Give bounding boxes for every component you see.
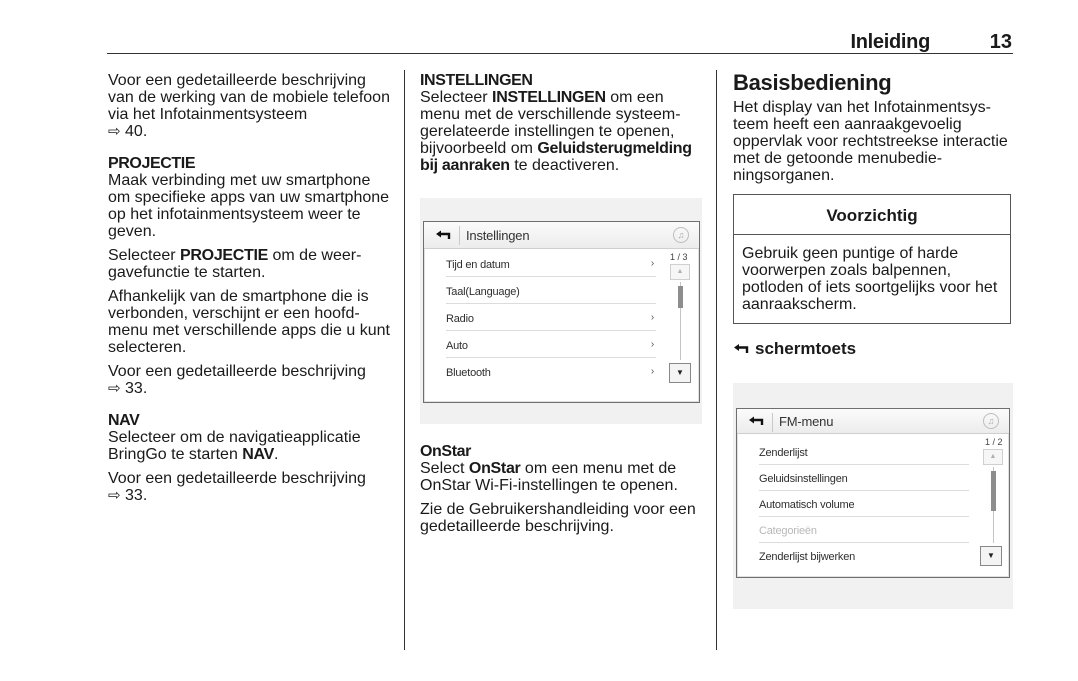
section-heading-basisbediening: Basisbediening (733, 70, 892, 95)
header-separator (772, 413, 773, 432)
paragraph: Afhankelijk van de smartphone die is verbonden, verschijnt er een hoofdmenu met verschillende apps die u kunt selecteren. (108, 288, 390, 356)
page-reference-icon: ⇨ (108, 487, 121, 504)
menu-item[interactable]: Auto › (446, 332, 656, 358)
back-button[interactable] (745, 413, 767, 429)
column-3 (733, 70, 1015, 357)
page-number: 13 (989, 31, 1012, 53)
scroll-up-button[interactable]: ▲ (670, 264, 690, 280)
paragraph: Selecteer PROJECTIE om de weergavefunctie te starten. (108, 247, 362, 281)
menu-item[interactable]: Zenderlijst bijwerken (759, 551, 856, 563)
inline-term: OnStar (468, 460, 521, 477)
paragraph: Maak verbinding met uw smartphone om specifieke apps van uw smartphone op het infotainmentsysteem weer te geven. (108, 172, 390, 240)
screen-header (424, 222, 699, 249)
inline-term: Geluidsterugmelding bij aanraken (420, 140, 692, 174)
scroll-up-button[interactable]: ▲ (983, 449, 1003, 465)
back-arrow-icon (435, 230, 451, 240)
menu-item[interactable]: Geluidsinstellingen (759, 465, 969, 491)
column-2-top (420, 72, 702, 181)
paragraph: Selecteer om de navigatieapplicatie BringGo te starten NAV. (108, 429, 361, 463)
back-button[interactable] (432, 227, 454, 243)
screen-title: Instellingen (466, 228, 530, 243)
music-note-icon[interactable]: ♫ (983, 413, 999, 429)
paragraph: Het display van het Infotainmentsysteem heeft een aanraakgevoelig oppervlak voor rechtstreekse interactie met de getoonde menubedieningsorganen. (733, 99, 1008, 184)
paragraph: Zie de Gebruikershandleiding voor een gedetailleerde beschrijving. (420, 501, 696, 535)
music-note-icon[interactable]: ♫ (673, 227, 689, 243)
page-reference-icon: ⇨ (108, 380, 121, 397)
menu-item[interactable]: Automatisch volume (759, 491, 969, 517)
settings-screen (423, 221, 700, 403)
page-indicator: 1 / 3 (670, 252, 688, 262)
paragraph: Voor een gedetailleerde beschrijving ⇨ 33. (108, 363, 366, 397)
settings-screenshot (420, 198, 702, 424)
inline-term: PROJECTIE (180, 247, 269, 264)
column-2-bottom (420, 443, 702, 542)
fm-menu-screen (736, 408, 1010, 578)
inline-term: NAV (242, 446, 274, 463)
back-arrow-icon (748, 416, 764, 426)
paragraph: Select OnStar om een menu met de OnStar Wi-Fi-instellingen te openen. (420, 460, 678, 494)
column-divider-2 (716, 70, 717, 650)
menu-item[interactable]: Zenderlijst (759, 439, 969, 465)
menu-item[interactable]: Bluetooth › (446, 366, 654, 379)
column-divider-1 (404, 70, 405, 650)
section-heading-projectie: PROJECTIE (108, 155, 196, 172)
section-heading-onstar: OnStar (420, 443, 471, 460)
screen-header (737, 409, 1009, 434)
paragraph: Voor een gedetailleerde beschrijving ⇨ 33. (108, 470, 366, 504)
chevron-right-icon: › (650, 258, 654, 269)
scroll-down-button[interactable]: ▼ (669, 363, 691, 383)
caution-box (733, 194, 1011, 324)
back-key-heading: schermtoets (733, 340, 1015, 357)
header-rule (107, 53, 1013, 54)
scroll-thumb[interactable] (678, 286, 683, 308)
menu-item[interactable]: Tijd en datum › (446, 251, 656, 277)
caution-title: Voorzichtig (734, 195, 1010, 235)
page-reference-icon: ⇨ (108, 123, 121, 140)
caution-text: Gebruik geen puntige of harde voorwerpen zoals balpennen, potloden of iets soortgelijks voor het aanraakscherm. (742, 245, 998, 313)
paragraph: Voor een gedetailleerde beschrijving van de werking van de mobiele telefoon via het Infotainmentsysteem ⇨ 40. (108, 72, 390, 140)
scroll-thumb[interactable] (991, 471, 996, 511)
chevron-right-icon: › (650, 366, 654, 377)
page-indicator: 1 / 2 (985, 437, 1003, 447)
back-arrow-icon (733, 343, 749, 354)
scroll-down-button[interactable]: ▼ (980, 546, 1002, 566)
inline-term: INSTELLINGEN (492, 89, 606, 106)
menu-item[interactable]: Taal(Language) (446, 278, 656, 304)
column-1 (108, 72, 391, 511)
menu-item[interactable]: Radio › (446, 305, 656, 331)
section-heading-instellingen: INSTELLINGEN (420, 72, 533, 89)
screen-title: FM-menu (779, 414, 834, 429)
menu-item-disabled: Categorieën (759, 517, 969, 543)
paragraph: Selecteer INSTELLINGEN om een menu met de verschillende systeemgerelateerde instellingen te openen, bijvoorbeeld om Geluidsterugmelding bij aanraken te deactiveren. (420, 89, 692, 174)
fm-menu-screenshot (733, 383, 1013, 609)
header-separator (459, 226, 460, 245)
chevron-right-icon: › (650, 312, 654, 323)
chapter-title: Inleiding (850, 31, 930, 53)
chevron-right-icon: › (650, 339, 654, 350)
section-heading-nav: NAV (108, 412, 140, 429)
